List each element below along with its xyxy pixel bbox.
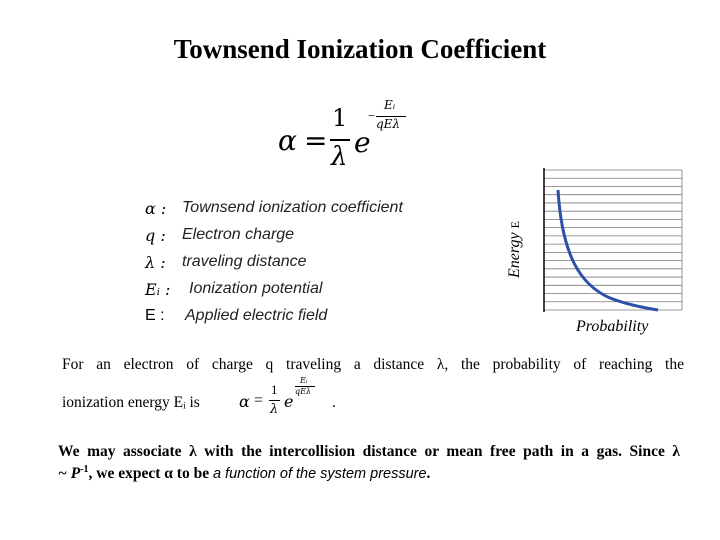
inline-formula-alpha: α (239, 392, 250, 411)
paragraph-1-period: . (332, 394, 336, 411)
formula-exp-numerator: Eᵢ (384, 98, 396, 112)
formula-numerator: 1 (332, 104, 348, 132)
main-formula (272, 96, 412, 186)
formula-fraction-bar (330, 139, 350, 141)
inline-formula-equals: = (254, 392, 264, 409)
formula-equals: = (304, 124, 328, 157)
graph-x-axis-label: Probability (576, 318, 649, 335)
paragraph-2-exponent: -1 (80, 464, 89, 475)
page-title: Townsend Ionization Coefficient (173, 34, 547, 64)
inline-formula (237, 376, 327, 426)
legend-symbol-alpha: α : (145, 199, 167, 218)
energy-probability-graph (500, 160, 700, 340)
legend-desc-q: Electron charge (182, 226, 295, 243)
legend-desc-alpha: Townsend ionization coefficient (182, 199, 403, 216)
legend-desc-lambda: traveling distance (182, 253, 307, 270)
legend-symbol-ei: Eᵢ : (145, 280, 171, 299)
formula-base: e (354, 126, 371, 159)
graph-y-label-text: Energy (506, 232, 523, 278)
legend-symbol-q: q : (145, 226, 166, 245)
paragraph-1-line-1: For an electron of charge q traveling a distance λ, the probability of reaching the (62, 356, 684, 373)
formula-exp-denominator: qEλ (376, 117, 401, 131)
inline-formula-bar (269, 400, 280, 401)
inline-formula-exp-num: Eᵢ (300, 376, 308, 385)
paragraph-2-line-1: We may associate λ with the intercollision distance or mean free path in a gas. Since λ (58, 443, 680, 460)
formula-exp-sign: − (368, 108, 376, 123)
paragraph-1-line-2-text: ionization energy Eᵢ is (62, 394, 200, 411)
paragraph-2-pressure: ~ P (58, 465, 81, 483)
inline-formula-base: e (284, 392, 294, 411)
legend-desc-ei: Ionization potential (189, 280, 323, 297)
legend-symbol-e: E : (145, 307, 165, 324)
graph-svg (500, 160, 700, 340)
paragraph-2-italic-phrase: a function of the system pressure (212, 466, 427, 483)
graph-y-label-suffix: E (508, 221, 522, 229)
legend-symbol-lambda: λ : (145, 253, 166, 272)
inline-formula-denominator: λ (270, 402, 279, 417)
formula-denominator: λ (331, 142, 348, 172)
paragraph-2-line-2 (58, 464, 430, 483)
formula-alpha: α (278, 124, 297, 157)
inline-formula-numerator: 1 (271, 382, 278, 397)
inline-formula-exp-den: qEλ (295, 387, 312, 396)
legend-desc-e: Applied electric field (185, 307, 328, 324)
paragraph-2-end: . (426, 465, 431, 483)
graph-curve (558, 190, 658, 310)
graph-y-axis-label (506, 221, 524, 278)
paragraph-2-mid: , we expect α to be (88, 465, 213, 483)
